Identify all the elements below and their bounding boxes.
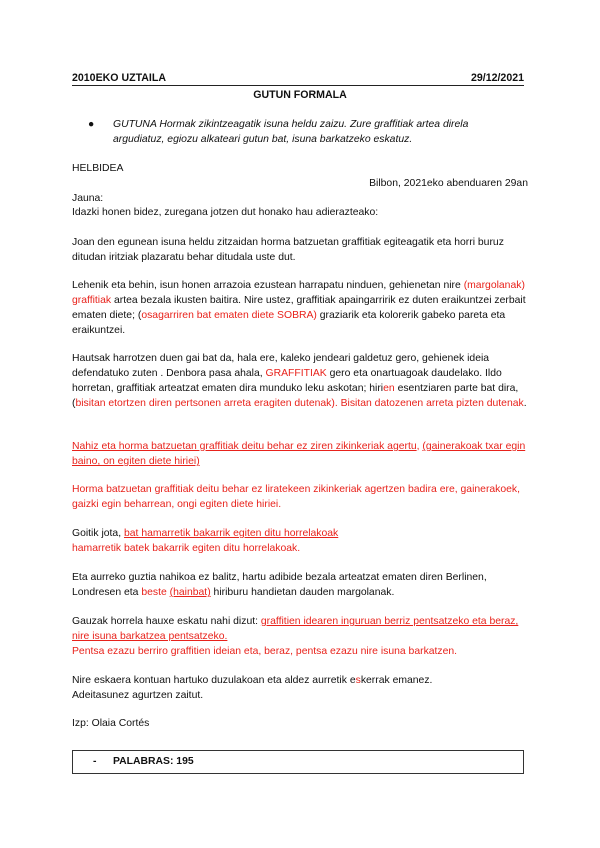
salutation: Jauna: (72, 193, 104, 204)
word-count-dash: - (93, 756, 97, 767)
struck-correction-text: Nahiz eta horma batzuetan graffitiak deitu behar ez ziren zikinkeriak agertu (72, 441, 417, 452)
correction-text: (margolanak) (463, 280, 525, 291)
correction-text: beste (141, 587, 167, 598)
struck-correction-text: bat hamarretik bakarrik egiten ditu horrelakoak (123, 528, 339, 539)
text-run: Nire eskaera kontuan hartuko duzulakoan eta aldez aurretik e (72, 675, 356, 686)
paragraph-6 (72, 526, 528, 556)
intro-line: Idazki honen bidez, zuregana jotzen dut honako hau adierazteako: (72, 207, 379, 218)
struck-correction-text: (gainerakoak txar egin baino, on egiten diete hiriei) (72, 441, 526, 467)
signature: Izp: Olaia Cortés (72, 718, 150, 729)
correction-text: Pentsa ezazu berriro graffitien ideian eta, beraz, pentsa ezazu nire isuna barkatzen. (72, 646, 458, 657)
correction-text: GRAFFITIAK (265, 368, 327, 379)
header-right-date: 29/12/2021 (470, 72, 524, 84)
word-count-label: PALABRAS: 195 (113, 756, 194, 767)
text-run: Hautsak harrotzen duen gai bat da, hala ere, kaleko jendeari galdetuz gero, gehienek ideia defendatuko zuten . Denbora pasa ahala, (72, 353, 490, 379)
header-left-date: 2010EKO UZTAILA (72, 72, 166, 84)
correction-text: osagarriren bat ematen diete SOBRA) (141, 310, 317, 321)
correction-text: en (383, 383, 395, 394)
text-run: kerrak emanez. (360, 675, 433, 686)
paragraph-8 (72, 614, 528, 659)
date-line: Bilbon, 2021eko abenduaren 29an (369, 178, 528, 189)
struck-correction-text: (hainbat) (169, 587, 211, 598)
correction-text: hamarretik batek bakarrik egiten ditu horrelakoak. (72, 543, 301, 554)
struck-correction-text: graffitien idearen inguruan berriz pentsatzeko eta beraz, nire isuna barkatzea pentsatzeko. (72, 616, 519, 642)
text-run: Goitik jota, (72, 528, 124, 539)
paragraph-5: Horma batzuetan graffitiak deitu behar ez liratekeen zikinkeriak agertzen badira ere, gainerakoek, gaizki egin beharrean, ongi egiten diete hiriei. (72, 484, 521, 510)
text-run: esentziaren parte bat dira, ( (72, 383, 519, 409)
correction-text: bisitan etortzen diren pertsonen arreta eragiten dutenak). Bisitan datozenen arreta pizten dutenak (75, 398, 524, 409)
paragraph-2 (72, 278, 528, 338)
assignment-text: GUTUNA Hormak zikintzeagatik isuna heldu zaizu. Zure graffitiak artea direla argudiatuz, egiozu alkateari gutun bat, isuna barkatzeko eskatuz. (113, 119, 469, 145)
text-run: Lehenik eta behin, isun honen arrazoia ezustean harrapatu ninduen, gehienetan nire (72, 280, 464, 291)
text-run: gero eta onartuagoak daudelako. Ildo horretan, graffitiak arteatzat ematen dira munduko leku askotan; hiri (72, 368, 502, 394)
text-run: hiriburu handietan dauden margolanak. (210, 587, 395, 598)
text-run: Gauzak horrela hauxe eskatu nahi dizut: (72, 616, 261, 627)
assignment-bullet (90, 117, 510, 147)
paragraph-4 (72, 439, 528, 469)
text-run: Eta aurreko guztia nahikoa ez balitz, hartu adibide bezala arteatzat ematen diren Berlinen, Londresen eta (72, 572, 487, 598)
address-label: HELBIDEA (72, 163, 124, 174)
correction-text: , (416, 441, 423, 452)
paragraph-3 (72, 351, 528, 411)
word-count-box (72, 750, 524, 774)
correction-text: graffitiak (72, 295, 112, 306)
header-row (72, 71, 524, 86)
paragraph-1: Joan den egunean isuna heldu zitzaidan horma batzuetan graffitiak egiteagatik eta horri buruz ditudan iritziak plazaratu behar ditudala uste dut. (72, 237, 504, 263)
correction-text: s (355, 675, 361, 686)
text-run: Adeitasunez agurtzen zaitut. (72, 690, 204, 701)
bullet-icon: ● (88, 119, 95, 130)
text-run: . (523, 398, 527, 409)
text-run: graziarik eta kolorerik gabeko pareta eta eraikuntzei. (72, 310, 506, 336)
text-run: artea bezala ikusten baitira. Nire ustez, graffitiak apaingarririk ez duten eraikuntzei zerbait ematen diete; ( (72, 295, 526, 321)
closing (72, 673, 528, 703)
document-title: GUTUN FORMALA (253, 89, 347, 101)
paragraph-7 (72, 570, 528, 600)
